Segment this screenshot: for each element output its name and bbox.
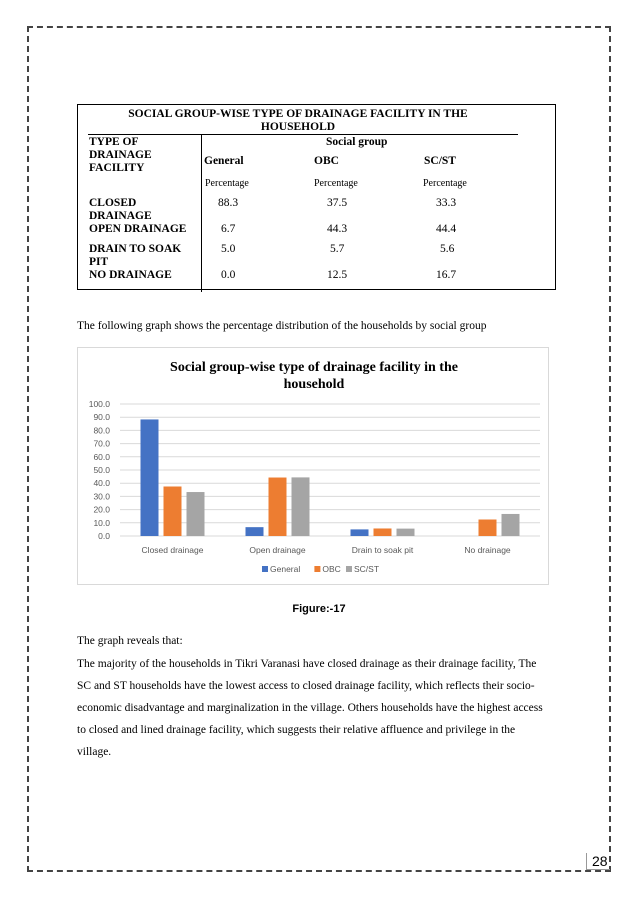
paragraph-line2: SC and ST households have the lowest access to closed drainage facility, which reflects their socio- xyxy=(77,680,535,692)
table-title-rule xyxy=(88,134,518,135)
cell-none-general: 0.0 xyxy=(221,269,236,281)
type-header-line2: DRAINAGE xyxy=(89,149,152,161)
type-header-line3: FACILITY xyxy=(89,162,145,174)
bar xyxy=(292,477,310,536)
cell-open-obc: 44.3 xyxy=(327,223,348,235)
paragraph-line5: village. xyxy=(77,746,112,758)
row-label-soak-line2: PIT xyxy=(89,256,109,268)
x-category-label: Open drainage xyxy=(249,545,306,555)
cell-soak-scst: 5.6 xyxy=(440,243,455,255)
group-header-obc: OBC xyxy=(314,155,339,167)
paragraph-line4: to closed and lined drainage facility, which suggests their relative affluence and privilege in the xyxy=(77,724,516,736)
intro-text: The following graph shows the percentage distribution of the households by social group xyxy=(77,320,487,332)
legend-label: SC/ST xyxy=(354,564,380,574)
chart-title-line2: household xyxy=(283,377,345,392)
cell-soak-general: 5.0 xyxy=(221,243,236,255)
legend-label: General xyxy=(270,564,301,574)
row-label-closed xyxy=(89,197,152,223)
type-header-line1: TYPE OF xyxy=(89,136,139,148)
drainage-table xyxy=(77,104,556,290)
bar xyxy=(479,520,497,537)
bar xyxy=(187,492,205,536)
y-tick-label: 30.0 xyxy=(93,491,110,502)
table-title-line2: HOUSEHOLD xyxy=(260,121,336,133)
x-category-label: Drain to soak pit xyxy=(351,545,414,555)
figure-caption: Figure:-17 xyxy=(292,603,346,615)
row-label-open: OPEN DRAINAGE xyxy=(89,223,187,235)
y-tick-label: 10.0 xyxy=(93,517,110,528)
subheader-scst: Percentage xyxy=(423,178,467,189)
y-tick-label: 100.0 xyxy=(88,399,110,409)
cell-closed-scst: 33.3 xyxy=(436,197,457,209)
row-label-soak xyxy=(89,243,181,269)
paragraph-intro: The graph reveals that: xyxy=(77,635,183,647)
legend-swatch xyxy=(314,566,320,572)
bar xyxy=(246,527,264,536)
bar xyxy=(164,487,182,537)
legend-swatch xyxy=(262,566,268,572)
x-category-label: No drainage xyxy=(464,545,511,555)
y-tick-label: 60.0 xyxy=(93,451,110,462)
y-tick-label: 20.0 xyxy=(93,504,110,515)
subheader-obc: Percentage xyxy=(314,178,358,189)
y-tick-label: 50.0 xyxy=(93,465,110,475)
chart-title-line1: Social group-wise type of drainage facility in the xyxy=(170,360,458,375)
row-label-none: NO DRAINAGE xyxy=(89,269,172,281)
bar xyxy=(351,529,369,536)
chart-svg xyxy=(78,348,550,586)
table-title xyxy=(78,108,518,134)
cell-none-obc: 12.5 xyxy=(327,269,348,281)
bar xyxy=(397,529,415,536)
cell-none-scst: 16.7 xyxy=(436,269,457,281)
x-category-label: Closed drainage xyxy=(141,545,204,555)
row-label-closed-line1: CLOSED xyxy=(89,197,137,209)
row-label-soak-line1: DRAIN TO SOAK xyxy=(89,243,182,255)
y-tick-label: 70.0 xyxy=(93,438,110,449)
bar xyxy=(269,478,287,536)
y-tick-label: 40.0 xyxy=(93,478,110,489)
y-tick-label: 0.0 xyxy=(98,531,110,541)
group-header-general: General xyxy=(204,155,244,167)
table-type-header xyxy=(89,136,152,175)
y-tick-label: 90.0 xyxy=(93,412,110,423)
paragraph-line1: The majority of the households in Tikri Varanasi have closed drainage as their drainage facility, The xyxy=(77,658,537,670)
bar xyxy=(502,514,520,536)
bar xyxy=(141,419,159,536)
bar xyxy=(374,528,392,536)
table-column-divider xyxy=(201,134,202,292)
y-tick-label: 80.0 xyxy=(93,425,110,436)
page-number: 28 xyxy=(586,853,610,870)
social-group-header: Social group xyxy=(326,136,388,148)
group-header-scst: SC/ST xyxy=(424,155,456,167)
paragraph-line3: economic disadvantage and marginalization in the village. Others households have the highest access xyxy=(77,702,543,714)
legend-label: OBC xyxy=(322,564,341,574)
cell-open-general: 6.7 xyxy=(221,223,236,235)
subheader-general: Percentage xyxy=(205,178,249,189)
row-label-closed-line2: DRAINAGE xyxy=(89,210,152,222)
cell-soak-obc: 5.7 xyxy=(330,243,345,255)
cell-open-scst: 44.4 xyxy=(436,223,457,235)
cell-closed-general: 88.3 xyxy=(218,197,239,209)
cell-closed-obc: 37.5 xyxy=(327,197,348,209)
legend-swatch xyxy=(346,566,352,572)
drainage-chart xyxy=(77,347,549,585)
table-title-line1: SOCIAL GROUP-WISE TYPE OF DRAINAGE FACILITY IN THE xyxy=(128,108,468,120)
